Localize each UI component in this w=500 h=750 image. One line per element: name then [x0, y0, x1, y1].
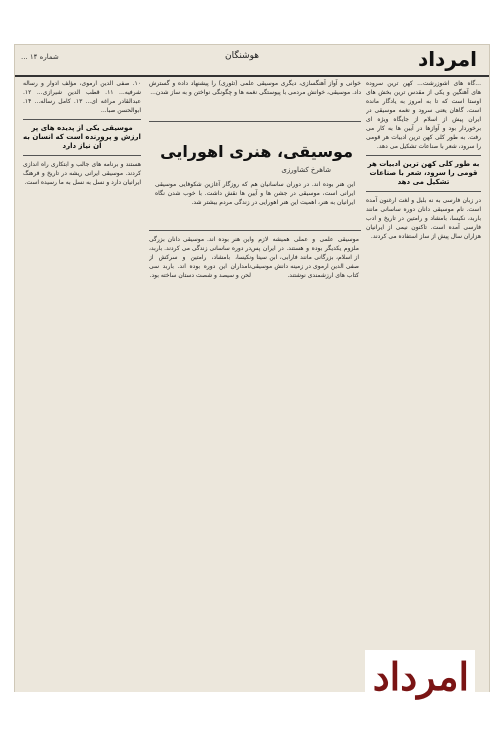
- masthead-subtitle: هوشنگان: [225, 51, 259, 61]
- column-right-more: در زبان فارسی به نه بلبل و لغت ارغنون آمده است. نام موسیقی دانان دوره ساسانی مانند باربد، نکیسا، بامشاد و رامتین در تاریخ و ادب فارسی آمده است. تاکنون نیمی از ایرانیان هزاران سال پیش از ساز استفاده می کردند.: [366, 197, 481, 240]
- masthead: [15, 45, 489, 77]
- divider: [23, 119, 141, 120]
- pull-quote-left: موسیقی یکی از پدیده های پر ارزش و پرورنده است که انسان به آن نیاز دارد: [23, 124, 141, 150]
- column-left: [23, 79, 141, 689]
- article-intro: این هنر بوده اند. در دوران ساسانیان هم که روزگار آغازین شکوفایی موسیقی ایرانی است، موسیقی در جشن ها و آیین ها نقش داشت. با خوب شدن نگاه ایرانیان به هنر، اهمیت این هنر اهورایی در زندگی مردم بیشتر شد.: [155, 181, 355, 206]
- column-middle-left: این هنر بوده اند. موسیقی دانان بزرگی در دوره ساسانی زندگی می کردند. باربد، نکیسا، بامشاد، رامتین و سرکش از نامداران این دوره بوده اند. باربد سی لحن و سیصد و شصت دستان ساخته بود.: [149, 236, 251, 279]
- masthead-date: شماره ۱۴ ...: [21, 53, 59, 61]
- column-right-text: ...گاه های اشوزرشت... کهن ترین سروده های آهنگین و یکی از مقدس ترین بخش های اوستا است که تا به امروز به یادگار مانده است. گاهان یعنی سرود و نغمه موسیقی در ایران پیش از اسلام از جایگاه ویژه ای برخوردار بود و آوازها در آیین ها به کار می رفت. به طور کلی کهن ترین ادبیات هر قومی را سرود، شعر با صناعات تشکیل می دهد.: [366, 80, 481, 150]
- pull-quote-right: به طور کلی کهن ترین ادبیات هر قومی را سرود، شعر با صناعات تشکیل می دهد: [367, 160, 480, 186]
- logo-text: امرداد: [372, 654, 469, 699]
- column-left-text: ۱۰. صفی الدین ارموی، مؤلف ادوار و رساله شرفیه... ۱۱. قطب الدین شیرازی... ۱۲. عبدالقادر مراغه ای... ۱۳. کامل رساله... ۱۴. ابوالحسن صبا...: [23, 80, 141, 114]
- headline-box: [149, 121, 361, 231]
- divider: [366, 155, 481, 156]
- amordad-logo: [365, 650, 475, 728]
- divider: [23, 155, 141, 156]
- column-left-more: هستند و برنامه های جالب و ابتکاری راه اندازی کردند. موسیقی ایرانی ریشه در تاریخ و فرهنگ ایرانیان دارد و نسل به نسل به ما رسیده است.: [23, 161, 141, 186]
- article-headline: موسیقی، هنری اهورایی: [160, 142, 353, 161]
- column-top-middle: خوانی و آواز آهنگسازی، دیگری موسیقی علمی (تئوری) را پیشنهاد داده و گسترش داد. موسیقی، خوانش مردمی با پیوستگی نغمه ها و چگونگی نواختن و به ساز شدن...: [149, 80, 361, 96]
- newspaper-page: [14, 44, 490, 694]
- masthead-name: امرداد: [417, 47, 477, 71]
- column-middle-right: موسیقی علمی و عملی همیشه لازم و ملزوم یکدیگر بوده و هستند. در ایران پس از اسلام، بزرگانی مانند فارابی، ابن سینا و صفی الدین ارموی در زمینه دانش موسیقی کتاب های ارزشمندی نوشتند.: [251, 236, 359, 279]
- column-right: [366, 79, 481, 689]
- divider: [366, 191, 481, 192]
- article-byline: شاهرخ کشاورزی: [281, 166, 331, 174]
